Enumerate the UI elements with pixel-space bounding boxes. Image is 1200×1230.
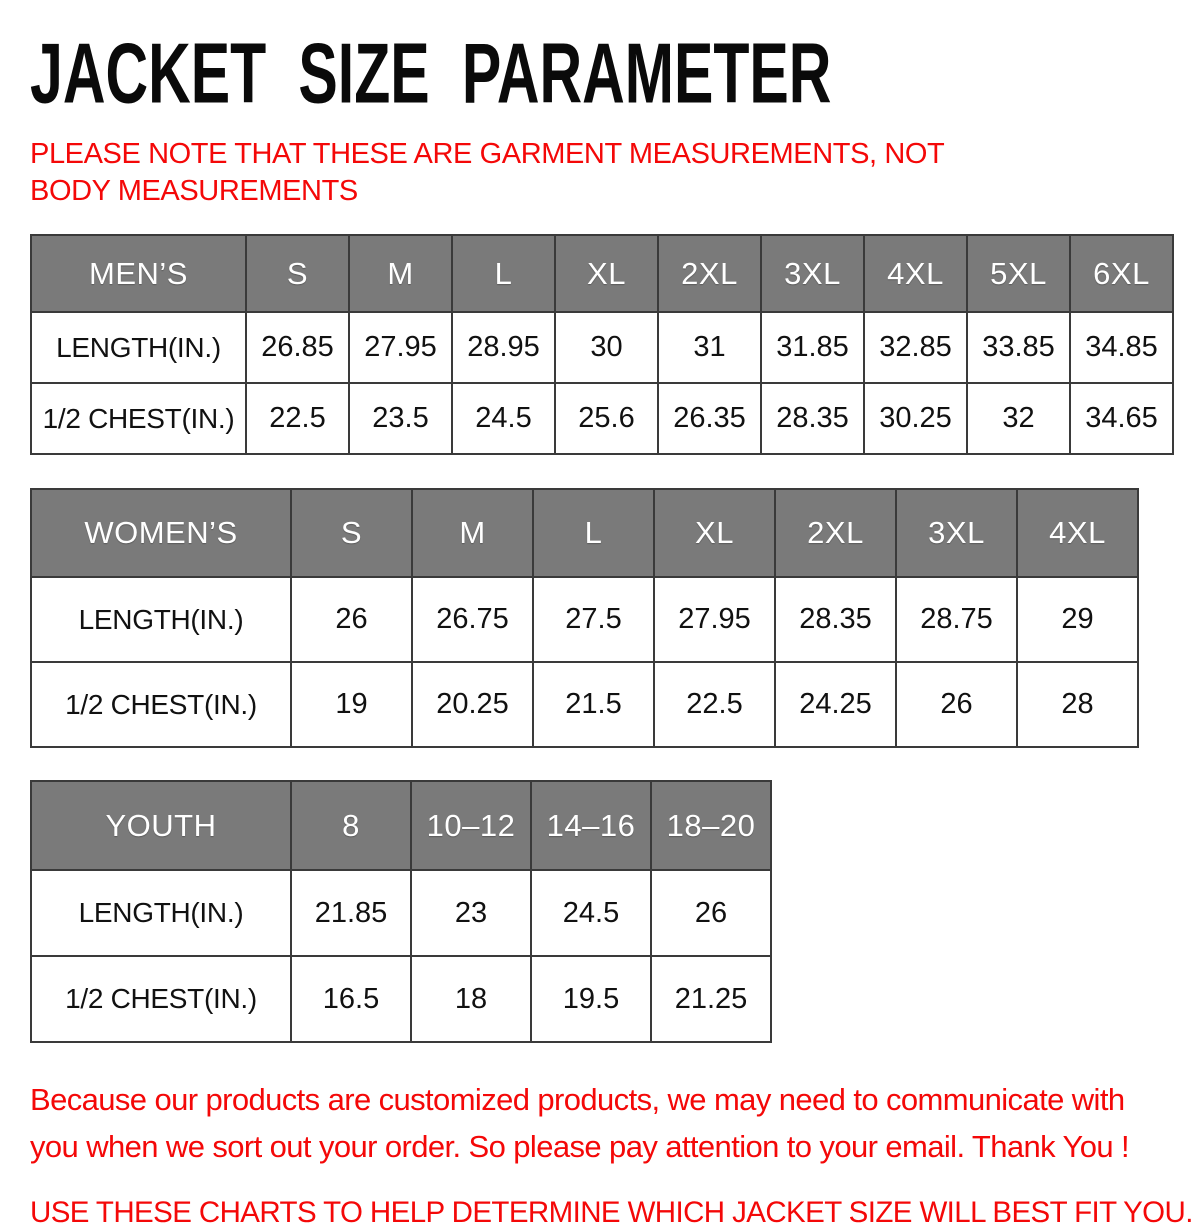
mens-chest-value: 22.5 — [246, 383, 349, 454]
table-row — [31, 956, 771, 1042]
mens-size-header: L — [452, 235, 555, 312]
mens-size-header: M — [349, 235, 452, 312]
mens-chest-value: 32 — [967, 383, 1070, 454]
mens-chest-value: 24.5 — [452, 383, 555, 454]
mens-length-value: 31.85 — [761, 312, 864, 383]
mens-size-header: S — [246, 235, 349, 312]
youth-length-value: 21.85 — [291, 870, 411, 956]
table-row — [31, 235, 1173, 312]
table-row — [31, 662, 1138, 747]
womens-length-value: 27.5 — [533, 577, 654, 662]
youth-table-title: YOUTH — [31, 781, 291, 870]
youth-length-label: LENGTH(IN.) — [31, 870, 291, 956]
womens-chest-label: 1/2 CHEST(IN.) — [31, 662, 291, 747]
youth-size-header: 14–16 — [531, 781, 651, 870]
mens-size-header: 4XL — [864, 235, 967, 312]
womens-size-table — [30, 488, 1139, 748]
mens-length-value: 30 — [555, 312, 658, 383]
mens-size-table — [30, 234, 1174, 455]
mens-length-value: 26.85 — [246, 312, 349, 383]
youth-chest-value: 18 — [411, 956, 531, 1042]
mens-length-label: LENGTH(IN.) — [31, 312, 246, 383]
garment-measurement-note: PLEASE NOTE THAT THESE ARE GARMENT MEASUREMENTS, NOT BODY MEASUREMENTS — [30, 138, 944, 208]
womens-chest-value: 28 — [1017, 662, 1138, 747]
mens-chest-value: 28.35 — [761, 383, 864, 454]
table-row — [31, 781, 771, 870]
youth-length-value: 23 — [411, 870, 531, 956]
womens-chest-value: 26 — [896, 662, 1017, 747]
mens-length-value: 27.95 — [349, 312, 452, 383]
womens-chest-value: 20.25 — [412, 662, 533, 747]
womens-size-header: 4XL — [1017, 489, 1138, 577]
mens-size-header: XL — [555, 235, 658, 312]
womens-size-header: M — [412, 489, 533, 577]
mens-chest-value: 26.35 — [658, 383, 761, 454]
youth-chest-label: 1/2 CHEST(IN.) — [31, 956, 291, 1042]
womens-size-header: S — [291, 489, 412, 577]
womens-chest-value: 21.5 — [533, 662, 654, 747]
mens-length-value: 33.85 — [967, 312, 1070, 383]
mens-chest-value: 25.6 — [555, 383, 658, 454]
womens-length-value: 29 — [1017, 577, 1138, 662]
mens-size-header: 6XL — [1070, 235, 1173, 312]
womens-length-label: LENGTH(IN.) — [31, 577, 291, 662]
youth-size-header: 18–20 — [651, 781, 771, 870]
mens-size-header: 3XL — [761, 235, 864, 312]
mens-size-header: 5XL — [967, 235, 1070, 312]
mens-chest-label: 1/2 CHEST(IN.) — [31, 383, 246, 454]
table-row — [31, 577, 1138, 662]
womens-chest-value: 19 — [291, 662, 412, 747]
youth-size-header: 8 — [291, 781, 411, 870]
mens-chest-value: 34.65 — [1070, 383, 1173, 454]
womens-length-value: 28.35 — [775, 577, 896, 662]
womens-size-header: 2XL — [775, 489, 896, 577]
womens-size-header: XL — [654, 489, 775, 577]
mens-chest-value: 23.5 — [349, 383, 452, 454]
page-title: JACKET SIZE PARAMETER — [30, 26, 832, 122]
mens-length-value: 28.95 — [452, 312, 555, 383]
youth-length-value: 24.5 — [531, 870, 651, 956]
table-row — [31, 312, 1173, 383]
womens-size-header: L — [533, 489, 654, 577]
womens-size-header: 3XL — [896, 489, 1017, 577]
mens-table-title: MEN’S — [31, 235, 246, 312]
youth-chest-value: 21.25 — [651, 956, 771, 1042]
womens-length-value: 28.75 — [896, 577, 1017, 662]
youth-chest-value: 16.5 — [291, 956, 411, 1042]
womens-length-value: 26.75 — [412, 577, 533, 662]
mens-length-value: 31 — [658, 312, 761, 383]
mens-length-value: 34.85 — [1070, 312, 1173, 383]
table-row — [31, 870, 771, 956]
table-row — [31, 383, 1173, 454]
womens-chest-value: 22.5 — [654, 662, 775, 747]
womens-chest-value: 24.25 — [775, 662, 896, 747]
womens-length-value: 26 — [291, 577, 412, 662]
womens-length-value: 27.95 — [654, 577, 775, 662]
youth-size-header: 10–12 — [411, 781, 531, 870]
customization-notice: Because our products are customized products, we may need to communicate with you when we sort out your order. So please pay attention to your email. Thank You ! — [30, 1082, 1130, 1164]
mens-length-value: 32.85 — [864, 312, 967, 383]
mens-chest-value: 30.25 — [864, 383, 967, 454]
table-row — [31, 489, 1138, 577]
fit-advice-line: USE THESE CHARTS TO HELP DETERMINE WHICH JACKET SIZE WILL BEST FIT YOU. — [30, 1196, 1193, 1230]
youth-chest-value: 19.5 — [531, 956, 651, 1042]
mens-size-header: 2XL — [658, 235, 761, 312]
womens-table-title: WOMEN’S — [31, 489, 291, 577]
youth-size-table — [30, 780, 772, 1043]
youth-length-value: 26 — [651, 870, 771, 956]
